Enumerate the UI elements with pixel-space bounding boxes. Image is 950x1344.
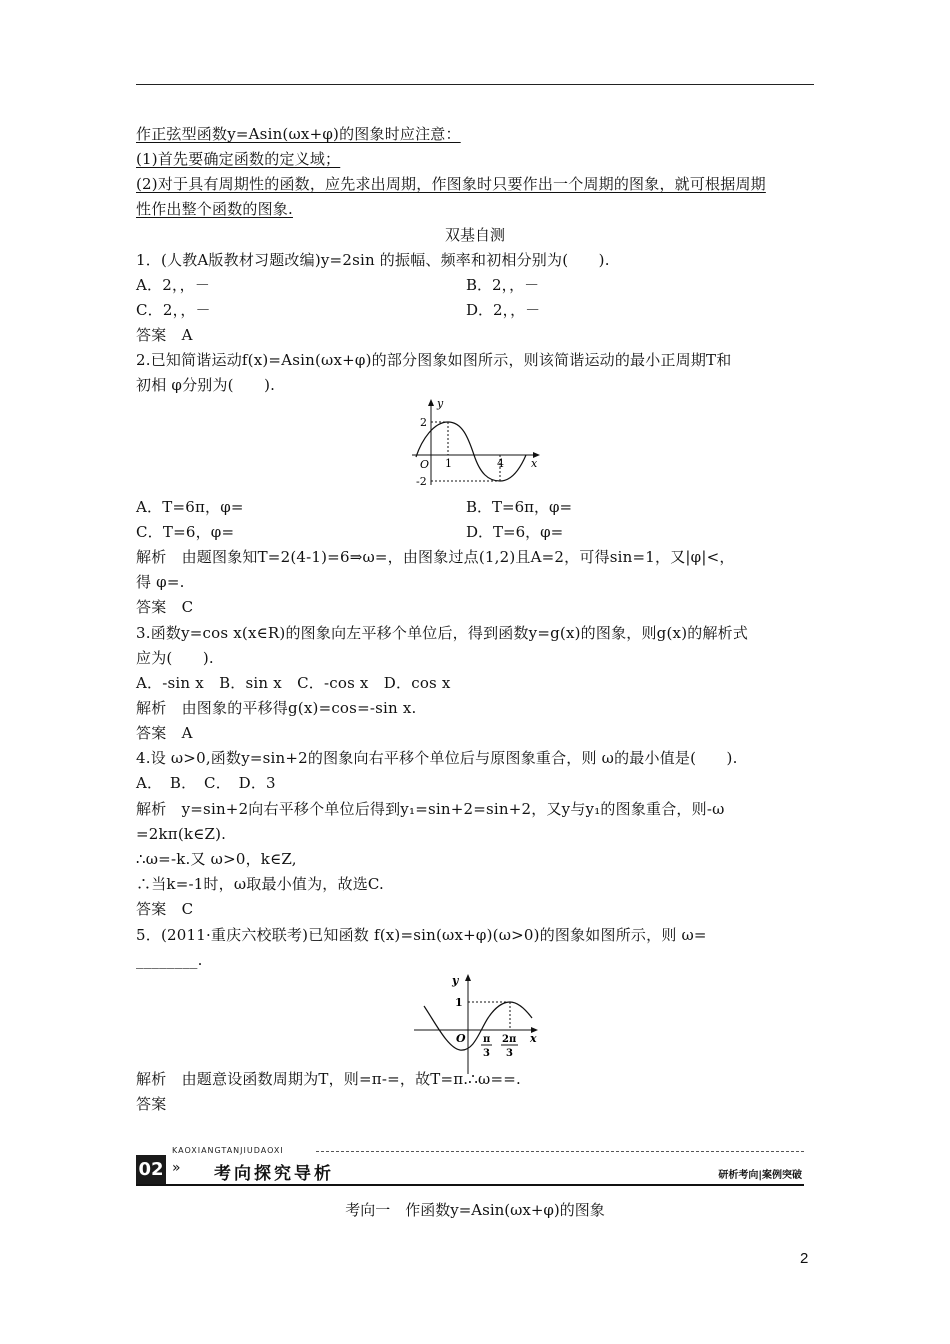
q4-analysis-line-1: 解析 y=sin+2向右平移个单位后得到y₁=sin+2=sin+2，又y与y₁的图象重合，则-ω — [136, 800, 725, 818]
header-rule — [136, 84, 814, 85]
banner-dashed-line — [316, 1151, 804, 1152]
q1-option-c: C．2，，－ — [136, 301, 211, 319]
section-banner — [136, 1146, 804, 1186]
q2-tick-1: 1 — [445, 457, 452, 470]
chevron-right-icon: » — [172, 1160, 181, 1176]
banner-rule — [136, 1184, 804, 1186]
q5-analysis: 解析 由题意设函数周期为T，则=π-=，故T=π.∴ω==. — [136, 1070, 521, 1088]
q5-answer: 答案 — [136, 1095, 167, 1113]
q2-option-c: C．T=6，φ= — [136, 523, 235, 541]
q5-tick-2pi: 2π — [502, 1034, 517, 1045]
q5-tick-1: 1 — [455, 996, 463, 1009]
q5-stem-line-1: 5．(2011·重庆六校联考)已知函数 f(x)=sin(ωx+φ)(ω>0)的图象如图所示，则 ω= — [136, 926, 707, 944]
q2-answer: 答案 C — [136, 598, 194, 616]
q2-tick-2: 2 — [420, 416, 427, 429]
q5-x-label: x — [530, 1032, 537, 1045]
banner-pinyin: KAOXIANGTANJIUDAOXI — [172, 1146, 284, 1155]
q5-tick-2pi-den: 3 — [506, 1048, 513, 1059]
q2-option-a: A．T=6π，φ= — [136, 498, 244, 516]
q4-line-3: ∴ω=-k.又 ω>0，k∈Z, — [136, 850, 297, 868]
q1-option-d: D．2，，－ — [466, 301, 541, 319]
q4-stem: 4.设 ω>0,函数y=sin+2的图象向右平移个单位后与原图象重合，则 ω的最小值是( ). — [136, 749, 738, 767]
q5-sine-figure — [412, 970, 544, 1080]
q3-stem-line-2: 应为( ). — [136, 649, 214, 667]
note-item-2-line-2: 性作出整个函数的图象. — [136, 200, 293, 218]
q3-options: A．-sin x B．sin x C．-cos x D．cos x — [136, 674, 451, 692]
q2-x-label: x — [531, 457, 538, 470]
q5-tick-pi: π — [483, 1034, 491, 1045]
note-title: 作正弦型函数y=Asin(ωx+φ)的图象时应注意： — [136, 125, 461, 143]
q1-option-b: B．2，，－ — [466, 276, 540, 294]
q2-analysis-line-1: 解析 由题图象知T=2(4-1)=6⇒ω=，由图象过点(1,2)且A=2，可得sin=1，又|φ|<， — [136, 548, 735, 566]
q2-y-label: y — [437, 397, 444, 410]
q2-tick-4: 4 — [497, 457, 504, 470]
banner-title: 考向探究导析 — [214, 1164, 334, 1184]
q2-analysis-line-2: 得 φ=. — [136, 573, 185, 591]
q3-stem-line-1: 3.函数y=cos x(x∈R)的图象向左平移个单位后，得到函数y=g(x)的图象，则g(x)的解析式 — [136, 624, 749, 642]
q5-y-label: y — [452, 974, 459, 987]
q5-stem-line-2: ________. — [136, 951, 203, 969]
q4-analysis-line-2: =2kπ(k∈Z). — [136, 825, 227, 843]
q2-option-b: B．T=6π，φ= — [466, 498, 573, 516]
page-number: 2 — [800, 1250, 809, 1267]
q2-tick-neg2: -2 — [416, 475, 427, 488]
q2-stem-line-1: 2.已知简谐运动f(x)=Asin(ωx+φ)的部分图象如图所示，则该简谐运动的最小正周期T和 — [136, 351, 732, 369]
q2-sine-figure — [408, 397, 544, 491]
subsection-title: 考向一 作函数y=Asin(ωx+φ)的图象 — [345, 1201, 605, 1219]
q1-stem: 1．(人教A版教材习题改编)y=2sin 的振幅、频率和初相分别为( ). — [136, 251, 610, 269]
q4-options: A． B． C． D．3 — [136, 774, 276, 792]
q1-answer: 答案 A — [136, 326, 193, 344]
q1-option-a: A．2，，－ — [136, 276, 211, 294]
banner-number: 02 — [136, 1155, 166, 1185]
q2-stem-line-2: 初相 φ分别为( ). — [136, 376, 276, 394]
q2-option-d: D．T=6，φ= — [466, 523, 564, 541]
note-item-2-line-1: (2)对于具有周期性的函数，应先求出周期，作图象时只要作出一个周期的图象，就可根据周期 — [136, 175, 766, 193]
q3-answer: 答案 A — [136, 724, 193, 742]
q5-tick-pi-den: 3 — [483, 1048, 490, 1059]
q4-line-4: ∴当k=-1时，ω取最小值为，故选C. — [136, 875, 385, 893]
q3-analysis: 解析 由图象的平移得g(x)=cos=-sin x. — [136, 699, 417, 717]
q4-answer: 答案 C — [136, 900, 194, 918]
banner-right-label: 研析考向|案例突破 — [718, 1170, 802, 1181]
q5-origin: O — [456, 1032, 466, 1045]
section-title: 双基自测 — [444, 226, 505, 244]
q2-origin: O — [420, 458, 430, 471]
note-item-1: (1)首先要确定函数的定义域； — [136, 150, 341, 168]
